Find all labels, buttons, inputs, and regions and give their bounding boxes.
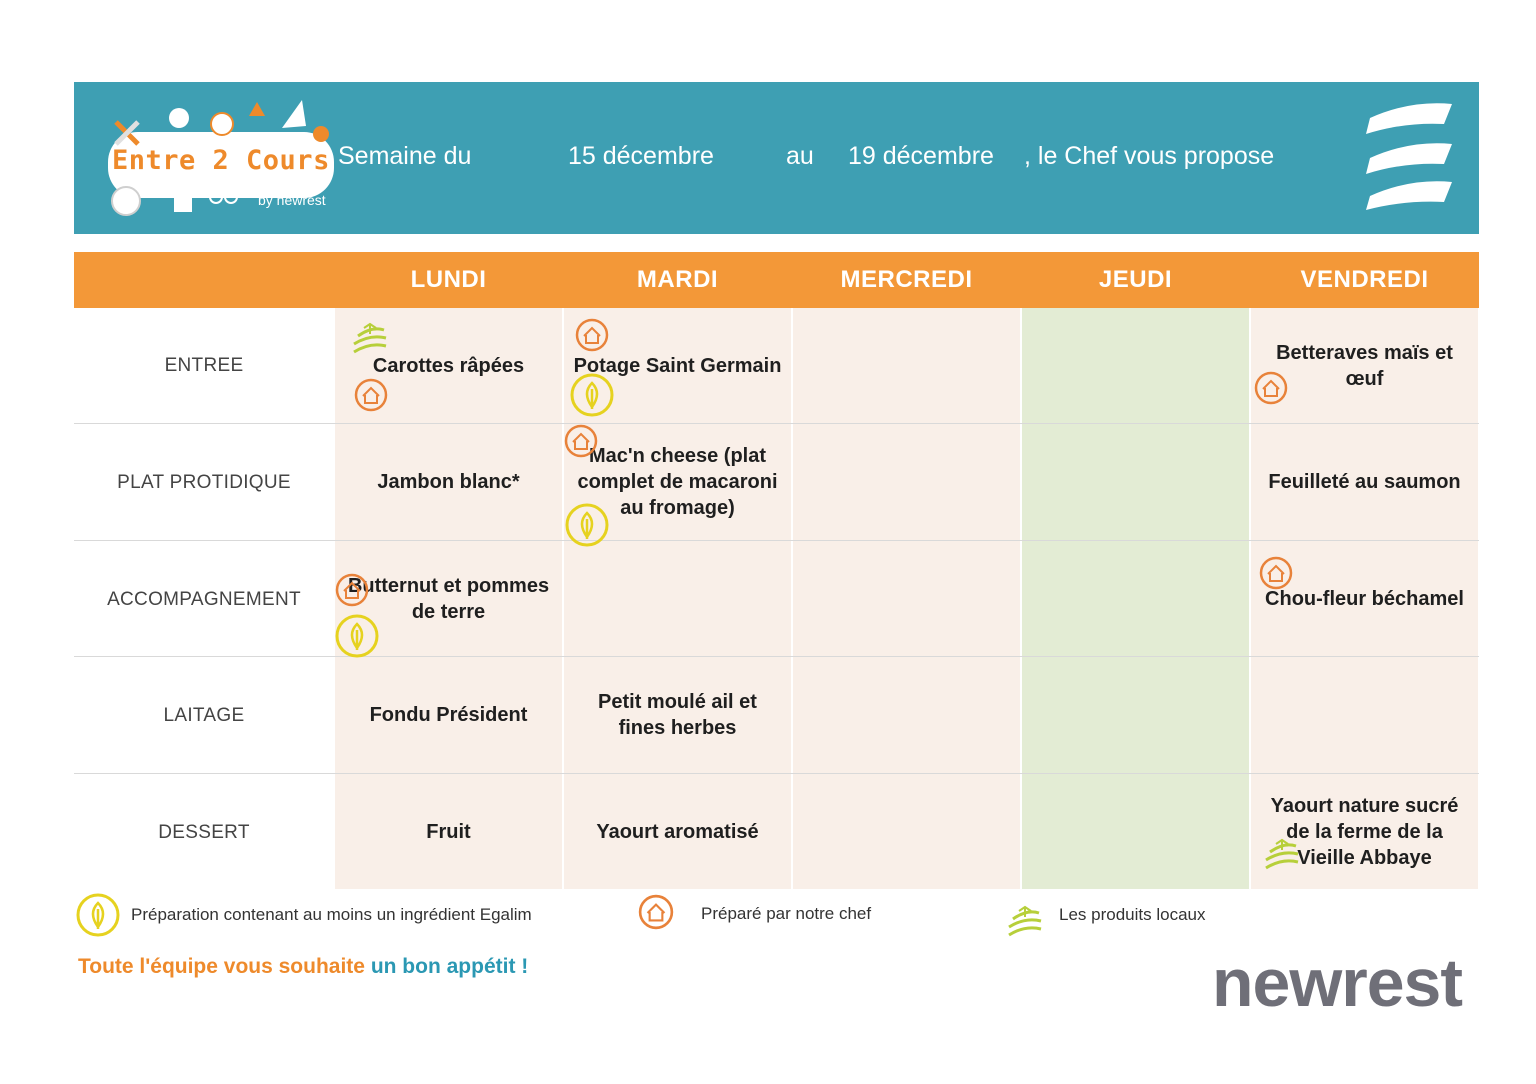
menu-cell: Fondu Président <box>335 657 562 773</box>
egalim-leaf-icon <box>570 373 614 417</box>
menu-cell: Feuilleté au saumon <box>1251 424 1478 540</box>
menu-cell: Carottes râpées <box>335 308 562 423</box>
menu-cell: Yaourt nature sucré de la ferme de la Vieille Abbaye <box>1251 774 1478 889</box>
chef-icon <box>1254 371 1288 405</box>
footer-message-part1: Toute l'équipe vous souhaite <box>78 955 365 978</box>
row-divider <box>74 773 1479 774</box>
menu-cell <box>793 541 1020 656</box>
header-tail: , le Chef vous propose <box>1024 142 1275 170</box>
row-divider <box>74 540 1479 541</box>
footer-message-part2: un bon appétit ! <box>370 955 529 978</box>
row-label-plat: PLAT PROTIDIQUE <box>117 472 291 493</box>
menu-cell: Mac'n cheese (plat complet de macaroni au fromage) <box>564 424 791 540</box>
menu-cell <box>793 657 1020 773</box>
menu-cell <box>1251 657 1478 773</box>
week-label: Semaine du <box>338 142 472 170</box>
chef-icon <box>564 424 598 458</box>
egalim-leaf-icon <box>335 614 379 658</box>
legend-local-text: Les produits locaux <box>1059 905 1206 924</box>
day-vendredi: VENDREDI <box>1300 266 1429 293</box>
local-produce-icon <box>350 322 390 356</box>
menu-cell <box>1022 541 1249 656</box>
row-label-dessert: DESSERT <box>158 822 250 843</box>
legend-chef-text: Préparé par notre chef <box>701 904 872 923</box>
row-divider <box>74 423 1479 424</box>
menu-cell <box>793 774 1020 889</box>
row-divider <box>74 656 1479 657</box>
day-mercredi: MERCREDI <box>840 266 973 293</box>
day-jeudi: JEUDI <box>1098 266 1173 293</box>
menu-cell: Butternut et pommes de terre <box>335 541 562 656</box>
logo-title: Entre 2 Cours <box>112 145 330 176</box>
menu-cell <box>793 308 1020 423</box>
legend-egalim-text: Préparation contenant au moins un ingrédient Egalim <box>131 905 532 924</box>
menu-cell: Jambon blanc* <box>335 424 562 540</box>
end-date: 19 décembre <box>848 142 994 170</box>
day-mardi: MARDI <box>636 266 719 293</box>
menu-cell: Betteraves maïs et œuf <box>1251 308 1478 423</box>
menu-cell <box>1022 424 1249 540</box>
chef-icon <box>354 378 388 412</box>
chef-icon <box>575 318 609 352</box>
menu-cell <box>1022 657 1249 773</box>
menu-cell: Fruit <box>335 774 562 889</box>
menu-cell <box>564 541 791 656</box>
menu-cell: Potage Saint Germain <box>564 308 791 423</box>
start-date: 15 décembre <box>568 142 714 170</box>
newrest-stripes-icon <box>1360 100 1455 210</box>
footer-message <box>78 955 528 979</box>
menu-cell: Chou-fleur béchamel <box>1251 541 1478 656</box>
egalim-leaf-icon <box>76 893 120 937</box>
row-label-laitage: LAITAGE <box>163 705 245 726</box>
chef-icon <box>1259 556 1293 590</box>
chef-icon <box>638 894 674 930</box>
menu-cell <box>793 424 1020 540</box>
row-label-accompagnement: ACCOMPAGNEMENT <box>107 589 301 610</box>
menu-cell <box>1022 774 1249 889</box>
day-lundi: LUNDI <box>410 266 487 293</box>
menu-cell: Petit moulé ail et fines herbes <box>564 657 791 773</box>
egalim-leaf-icon <box>565 503 609 547</box>
menu-cell <box>1022 308 1249 423</box>
newrest-brand: newrest <box>1212 945 1462 1021</box>
local-produce-icon <box>1005 904 1045 940</box>
logo-byline: by newrest <box>258 192 326 208</box>
date-connector: au <box>786 142 814 170</box>
chef-icon <box>335 573 369 607</box>
menu-cell: Yaourt aromatisé <box>564 774 791 889</box>
row-label-entree: ENTREE <box>164 355 244 376</box>
local-produce-icon <box>1262 838 1302 872</box>
